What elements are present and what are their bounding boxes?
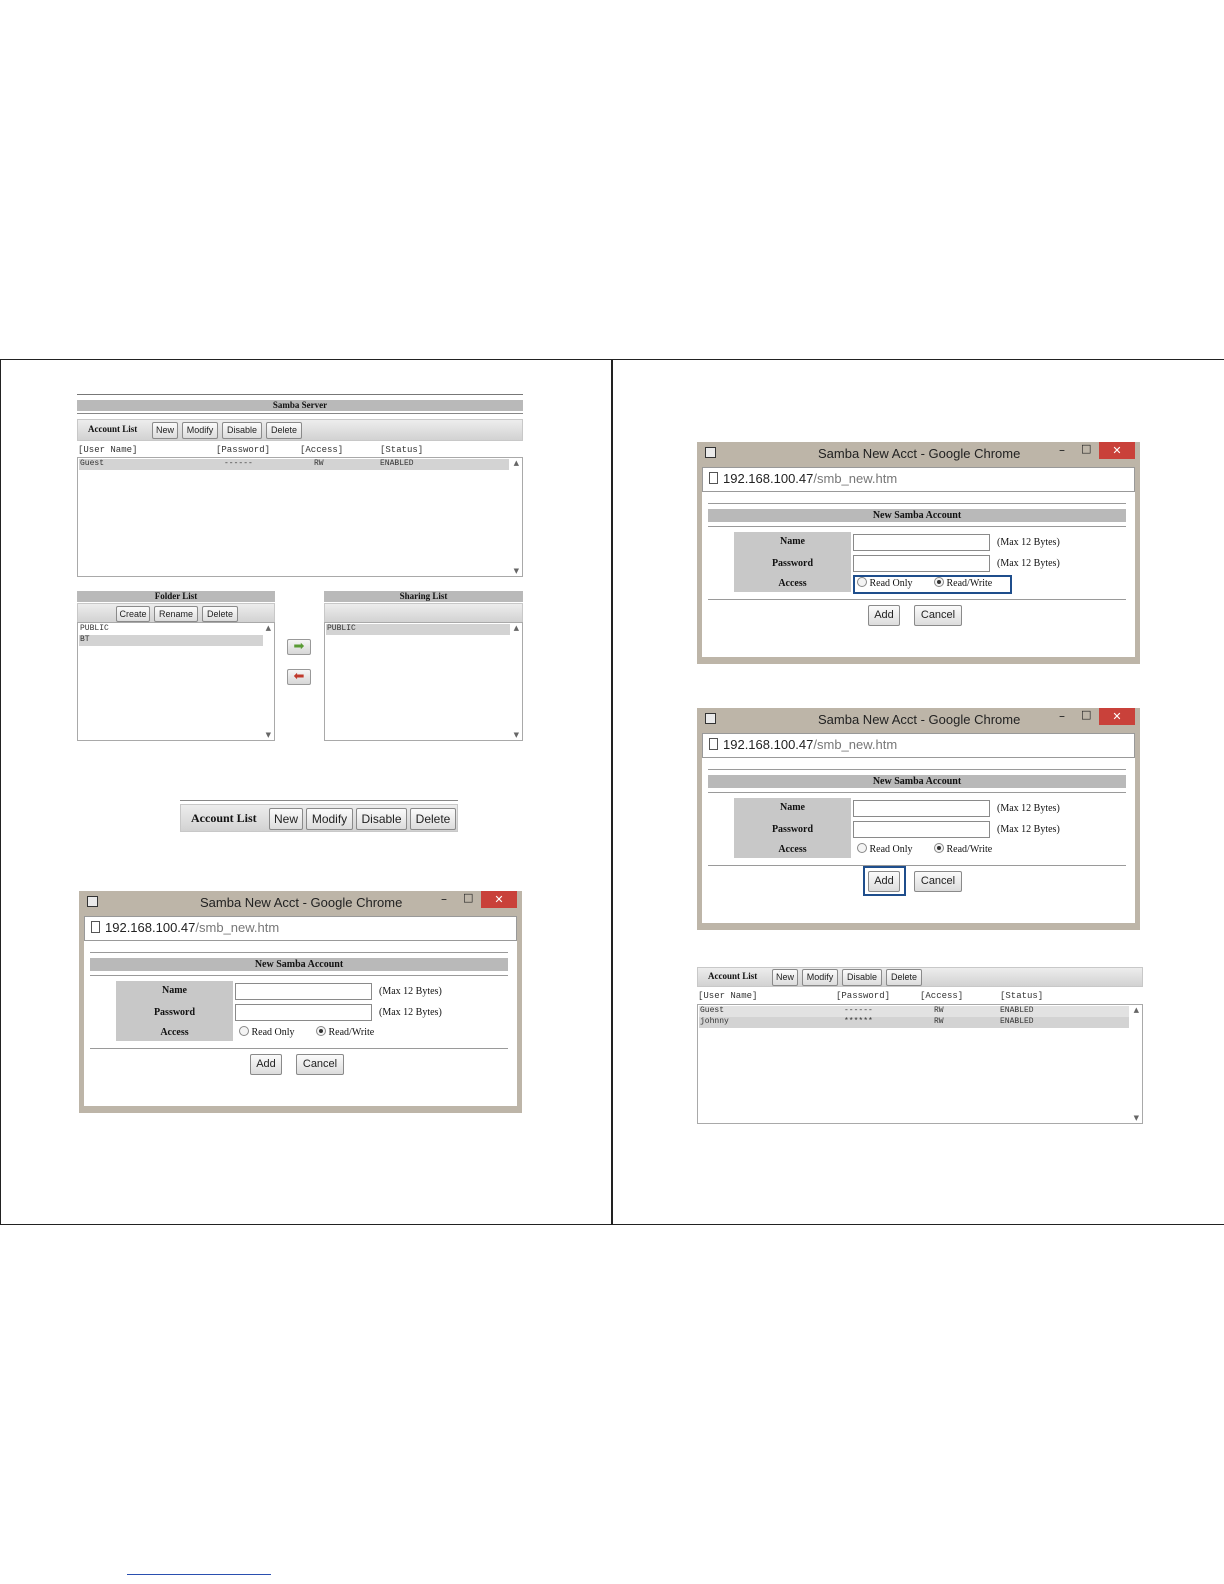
- form-heading: New Samba Account: [90, 958, 508, 971]
- read-only-radio[interactable]: [857, 843, 867, 853]
- result-modify-button[interactable]: Modify: [802, 969, 838, 986]
- account-list-label: Account List: [88, 424, 138, 434]
- add-button[interactable]: Add: [868, 605, 900, 626]
- name-hint: (Max 12 Bytes): [997, 537, 1060, 548]
- name-hint: (Max 12 Bytes): [997, 803, 1060, 814]
- result-col-password: [Password]: [836, 991, 891, 1001]
- password-hint: (Max 12 Bytes): [379, 1007, 442, 1018]
- zoom-delete-button[interactable]: Delete: [410, 808, 456, 830]
- divider: [90, 1048, 508, 1049]
- window-content: [702, 492, 1135, 657]
- window-title: Samba New Acct - Google Chrome: [200, 895, 403, 910]
- add-highlight: [863, 866, 906, 896]
- col-user-name: [User Name]: [78, 445, 138, 455]
- row-access: RW: [934, 1006, 944, 1015]
- col-status: [Status]: [380, 445, 424, 455]
- table-row[interactable]: [699, 1006, 1129, 1017]
- footnote-rule: [127, 1574, 271, 1575]
- scroll-down-icon[interactable]: ▼: [513, 567, 519, 575]
- cancel-button[interactable]: Cancel: [914, 605, 962, 626]
- address-host: 192.168.100.47: [105, 920, 196, 935]
- result-account-listbox[interactable]: [697, 1004, 1143, 1124]
- row-status: ENABLED: [1000, 1006, 1034, 1015]
- form-heading: New Samba Account: [708, 775, 1126, 788]
- divider: [708, 599, 1126, 600]
- minimize-icon[interactable]: –: [1059, 443, 1065, 457]
- read-only-option[interactable]: [857, 843, 913, 855]
- scroll-down-icon[interactable]: ▼: [1133, 1114, 1139, 1122]
- page-icon: [91, 921, 100, 933]
- new-button[interactable]: New: [152, 422, 178, 439]
- access-label: Access: [778, 578, 807, 589]
- row-user: Guest: [80, 459, 105, 468]
- page-icon: [709, 738, 718, 750]
- password-label: Password: [771, 558, 814, 569]
- read-write-label: Read/Write: [328, 1027, 375, 1038]
- divider: [90, 975, 508, 976]
- arrow-left-icon[interactable]: ⬅: [287, 669, 311, 685]
- result-new-button[interactable]: New: [772, 969, 798, 986]
- zoom-account-toolbar: [180, 804, 458, 832]
- result-disable-button[interactable]: Disable: [842, 969, 882, 986]
- list-item-selected[interactable]: [79, 635, 263, 646]
- sharing-listbox[interactable]: [324, 622, 523, 741]
- address-host: 192.168.100.47: [723, 471, 814, 486]
- add-button[interactable]: Add: [868, 871, 900, 892]
- disable-button[interactable]: Disable: [222, 422, 262, 439]
- new-account-window-access: [697, 442, 1140, 664]
- list-item[interactable]: PUBLIC: [327, 624, 356, 633]
- row-password: ******: [844, 1017, 873, 1026]
- divider: [708, 503, 1126, 504]
- table-row[interactable]: [79, 459, 509, 470]
- read-write-radio[interactable]: [316, 1026, 326, 1036]
- read-write-radio[interactable]: [934, 843, 944, 853]
- address-bar[interactable]: [702, 733, 1135, 758]
- read-write-option[interactable]: [316, 1026, 374, 1038]
- new-account-window: [79, 891, 522, 1113]
- scroll-up-icon[interactable]: ▲: [265, 624, 271, 632]
- address-bar[interactable]: [84, 916, 517, 941]
- divider: [708, 865, 1126, 866]
- sharing-toolbar: [324, 603, 523, 623]
- password-hint: (Max 12 Bytes): [997, 824, 1060, 835]
- folder-listbox[interactable]: [77, 622, 275, 741]
- result-account-list-label: Account List: [708, 971, 758, 981]
- new-account-window-add: [697, 708, 1140, 930]
- window-content: [702, 758, 1135, 923]
- row-access: RW: [314, 459, 324, 468]
- window-title: Samba New Acct - Google Chrome: [818, 446, 1021, 461]
- cancel-button[interactable]: Cancel: [296, 1054, 344, 1075]
- close-icon[interactable]: ✕: [1099, 442, 1135, 459]
- row-status: ENABLED: [1000, 1017, 1034, 1026]
- address-bar[interactable]: [702, 467, 1135, 492]
- cancel-button[interactable]: Cancel: [914, 871, 962, 892]
- close-icon[interactable]: ✕: [481, 891, 517, 908]
- zoom-modify-button[interactable]: Modify: [306, 808, 353, 830]
- divider: [708, 526, 1126, 527]
- delete-folder-button[interactable]: Delete: [202, 606, 238, 622]
- divider: [90, 952, 508, 953]
- access-label: Access: [778, 844, 807, 855]
- result-col-access: [Access]: [920, 991, 964, 1001]
- name-label: Name: [780, 536, 805, 547]
- scroll-down-icon[interactable]: ▼: [265, 731, 271, 739]
- zoom-account-list-label: Account List: [191, 811, 257, 825]
- window-title: Samba New Acct - Google Chrome: [818, 712, 1021, 727]
- window-app-icon: [705, 713, 716, 724]
- read-only-label: Read Only: [869, 578, 913, 589]
- address-path: /smb_new.htm: [195, 920, 280, 935]
- access-highlight: [853, 575, 1012, 594]
- row-password: ------: [224, 459, 253, 468]
- access-label: Access: [160, 1027, 189, 1038]
- panel-divider: [612, 359, 613, 1225]
- read-write-option[interactable]: [934, 843, 992, 855]
- form-heading: New Samba Account: [708, 509, 1126, 522]
- list-item[interactable]: BT: [80, 635, 90, 644]
- name-input[interactable]: [853, 800, 990, 817]
- col-password: [Password]: [216, 445, 271, 455]
- divider: [708, 792, 1126, 793]
- result-col-status: [Status]: [1000, 991, 1044, 1001]
- row-user: Guest: [700, 1006, 725, 1015]
- password-label: Password: [771, 824, 814, 835]
- maximize-icon[interactable]: □: [463, 891, 474, 904]
- create-folder-button[interactable]: Create: [116, 606, 150, 622]
- add-button[interactable]: Add: [250, 1054, 282, 1075]
- scroll-up-icon[interactable]: ▲: [513, 459, 519, 467]
- account-listbox[interactable]: [77, 457, 523, 577]
- password-input[interactable]: [853, 555, 990, 572]
- name-hint: (Max 12 Bytes): [379, 986, 442, 997]
- row-user: johnny: [700, 1017, 729, 1026]
- name-input[interactable]: [235, 983, 372, 1000]
- scroll-down-icon[interactable]: ▼: [513, 731, 519, 739]
- modify-button[interactable]: Modify: [182, 422, 218, 439]
- read-only-radio[interactable]: [239, 1026, 249, 1036]
- close-icon[interactable]: ✕: [1099, 708, 1135, 725]
- scroll-up-icon[interactable]: ▲: [513, 624, 519, 632]
- result-delete-button[interactable]: Delete: [886, 969, 922, 986]
- result-account-toolbar: [697, 967, 1143, 987]
- minimize-icon[interactable]: –: [441, 892, 447, 906]
- read-only-label: Read Only: [869, 844, 913, 855]
- window-app-icon: [87, 896, 98, 907]
- window-content: [84, 941, 517, 1106]
- read-write-label: Read/Write: [946, 844, 993, 855]
- maximize-icon[interactable]: □: [1081, 442, 1092, 455]
- top-rule: [77, 394, 523, 395]
- result-col-user-name: [User Name]: [698, 991, 758, 1001]
- title-rule: [77, 413, 523, 414]
- samba-server-title: Samba Server: [77, 400, 523, 411]
- table-row[interactable]: [699, 1017, 1129, 1028]
- zoom-disable-button[interactable]: Disable: [356, 808, 407, 830]
- zoom-rule: [180, 800, 458, 801]
- name-label: Name: [162, 985, 187, 996]
- account-list-toolbar: [77, 419, 523, 441]
- read-only-label: Read Only: [251, 1027, 295, 1038]
- folder-toolbar: [77, 603, 275, 623]
- rename-folder-button[interactable]: Rename: [154, 606, 198, 622]
- address-host: 192.168.100.47: [723, 737, 814, 752]
- name-label: Name: [780, 802, 805, 813]
- divider: [708, 769, 1126, 770]
- list-item[interactable]: PUBLIC: [80, 624, 109, 633]
- read-only-option[interactable]: [239, 1026, 295, 1038]
- password-hint: (Max 12 Bytes): [997, 558, 1060, 569]
- page-icon: [709, 472, 718, 484]
- password-label: Password: [153, 1007, 196, 1018]
- name-input[interactable]: [853, 534, 990, 551]
- password-input[interactable]: [235, 1004, 372, 1021]
- window-app-icon: [705, 447, 716, 458]
- scroll-up-icon[interactable]: ▲: [1133, 1006, 1139, 1014]
- sharing-list-title: Sharing List: [324, 591, 523, 602]
- address-path: /smb_new.htm: [813, 737, 898, 752]
- col-access: [Access]: [300, 445, 344, 455]
- address-path: /smb_new.htm: [813, 471, 898, 486]
- password-input[interactable]: [853, 821, 990, 838]
- row-access: RW: [934, 1017, 944, 1026]
- folder-list-title: Folder List: [77, 591, 275, 602]
- arrow-right-icon[interactable]: ➡: [287, 639, 311, 655]
- minimize-icon[interactable]: –: [1059, 709, 1065, 723]
- row-password: ------: [844, 1006, 873, 1015]
- zoom-new-button[interactable]: New: [269, 808, 303, 830]
- delete-button[interactable]: Delete: [266, 422, 302, 439]
- maximize-icon[interactable]: □: [1081, 708, 1092, 721]
- row-status: ENABLED: [380, 459, 414, 468]
- read-write-label: Read/Write: [946, 578, 993, 589]
